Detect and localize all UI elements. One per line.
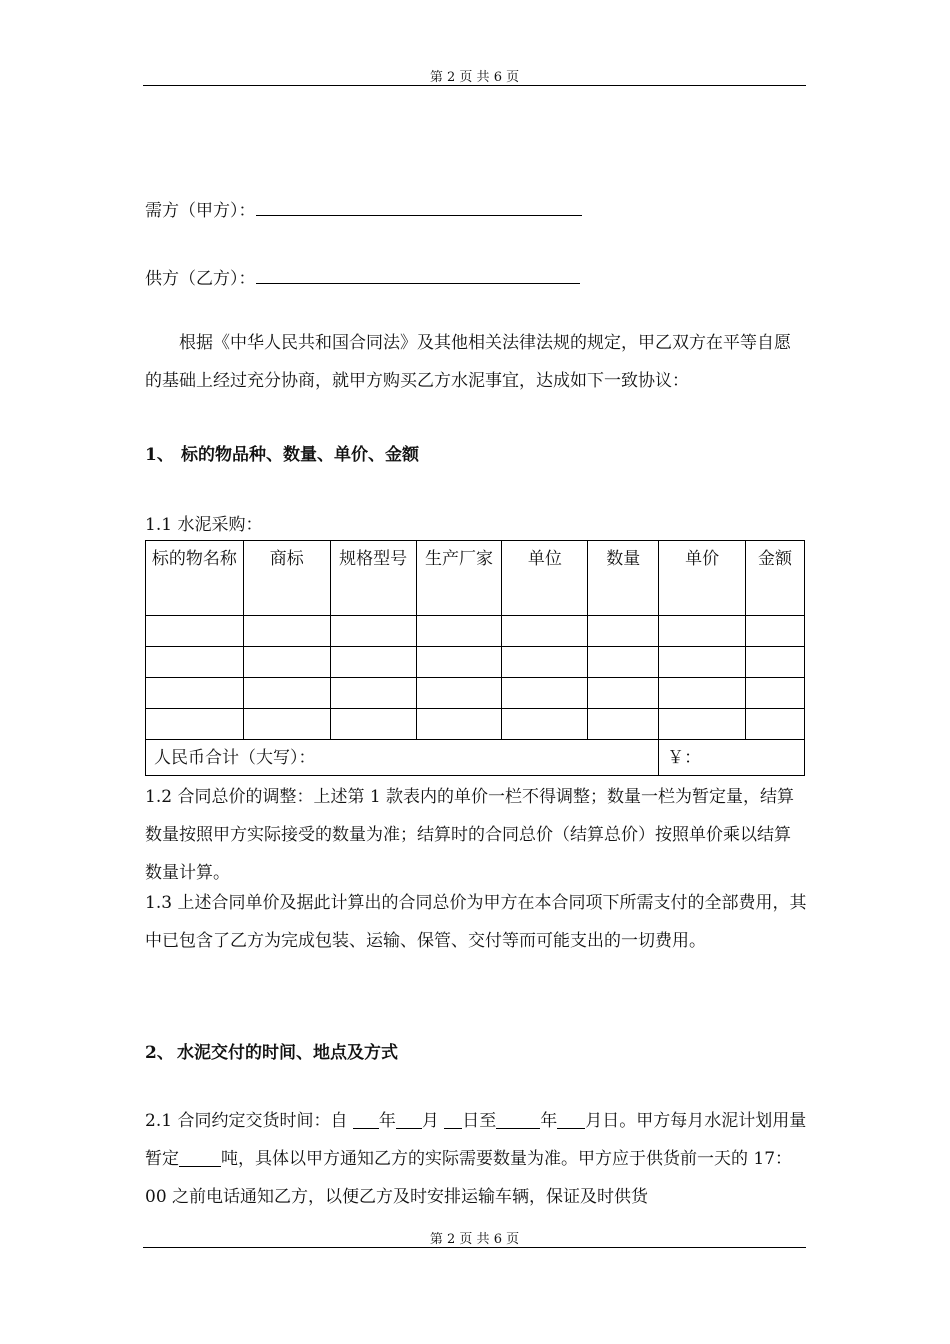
table-row <box>146 647 805 678</box>
table-header-cell: 商标 <box>243 541 330 616</box>
table-cell[interactable] <box>588 647 659 678</box>
table-header-row <box>146 541 805 616</box>
year-unit-end: 年 <box>540 1111 558 1131</box>
section2-heading <box>145 1038 398 1063</box>
table-cell[interactable] <box>416 678 502 709</box>
table-cell[interactable] <box>243 709 330 740</box>
year-blank-end[interactable] <box>496 1110 540 1129</box>
table-cell[interactable] <box>588 616 659 647</box>
table-header-cell: 规格型号 <box>330 541 416 616</box>
table-cell[interactable] <box>146 647 244 678</box>
seller-blank[interactable] <box>256 282 580 284</box>
table-row <box>146 709 805 740</box>
table-cell[interactable] <box>146 616 244 647</box>
year-blank-start[interactable] <box>353 1110 379 1129</box>
tonnage-blank[interactable] <box>179 1148 221 1167</box>
seller-label: 供方（乙方）： <box>145 269 256 289</box>
table-cell[interactable] <box>659 709 746 740</box>
table-row <box>146 616 805 647</box>
table-cell[interactable] <box>502 709 588 740</box>
table-cell[interactable] <box>330 647 416 678</box>
table-header-cell: 数量 <box>588 541 659 616</box>
table-header-cell: 单价 <box>659 541 746 616</box>
table-header-cell: 标的物名称 <box>146 541 244 616</box>
day-blank-start[interactable] <box>444 1110 462 1129</box>
total-label-cell[interactable]: 人民币合计（大写）： <box>146 740 659 776</box>
buyer-line <box>145 196 582 221</box>
table-cell[interactable] <box>243 678 330 709</box>
section2-title: 水泥交付的时间、地点及方式 <box>177 1043 398 1063</box>
table-cell[interactable] <box>330 709 416 740</box>
table-cell[interactable] <box>746 647 805 678</box>
table-cell[interactable] <box>588 709 659 740</box>
currency-cell[interactable]: ￥： <box>659 740 805 776</box>
section1-title: 标的物品种、数量、单价、金额 <box>181 445 419 465</box>
table-cell[interactable] <box>659 647 746 678</box>
clause-2-1-rest: 吨，具体以甲方通知乙方的实际需要数量为准。甲方应于供货前一天的 17：00 之前电话通知乙方，以便乙方及时安排运输车辆，保证及时供货 <box>145 1149 793 1207</box>
table-cell[interactable] <box>330 678 416 709</box>
table-cell[interactable] <box>416 709 502 740</box>
table-cell[interactable] <box>746 616 805 647</box>
seller-line <box>145 264 580 289</box>
cement-table <box>145 540 805 776</box>
table-cell[interactable] <box>502 616 588 647</box>
table-header-cell: 单位 <box>502 541 588 616</box>
table-cell[interactable] <box>746 678 805 709</box>
month-unit: 月 <box>421 1111 439 1131</box>
page-footer: 第 2 页 共 6 页 <box>429 1232 520 1247</box>
table-cell[interactable] <box>146 709 244 740</box>
sub1-title: 1.1 水泥采购： <box>145 515 263 535</box>
table-cell[interactable] <box>502 678 588 709</box>
table-row <box>146 678 805 709</box>
clause-2-1 <box>145 1102 807 1216</box>
table-cell[interactable] <box>502 647 588 678</box>
year-unit: 年 <box>378 1111 396 1131</box>
month-blank-start[interactable] <box>396 1110 422 1129</box>
day-unit: 日至 <box>462 1111 497 1131</box>
table-header-cell: 金额 <box>746 541 805 616</box>
buyer-blank[interactable] <box>256 214 582 216</box>
month-blank-end[interactable] <box>557 1110 585 1129</box>
table-cell[interactable] <box>659 616 746 647</box>
table-cell[interactable] <box>146 678 244 709</box>
clause-2-1-text: 2.1 合同约定交货时间：自 <box>145 1111 348 1131</box>
table-cell[interactable] <box>416 616 502 647</box>
clause-1-3: 1.3 上述合同单价及据此计算出的合同总价为甲方在本合同项下所需支付的全部费用，其中已包含了乙方为完成包装、运输、保管、交付等而可能支出的一切费用。 <box>145 893 807 951</box>
section1-number: 1、 <box>145 445 174 465</box>
section1-heading <box>145 440 419 465</box>
table-cell[interactable] <box>243 647 330 678</box>
buyer-label: 需方（甲方）： <box>145 201 256 221</box>
table-total-row <box>146 740 805 776</box>
table-header-cell: 生产厂家 <box>416 541 502 616</box>
table-cell[interactable] <box>746 709 805 740</box>
clause-1-2: 1.2 合同总价的调整：上述第 1 款表内的单价一栏不得调整；数量一栏为暂定量，结算数量按照甲方实际接受的数量为准；结算时的合同总价（结算总价）按照单价乘以结算数量计算。 <box>145 787 795 883</box>
clause-2-1-middle: 月日。甲方每月水泥计划用量暂定 <box>145 1111 807 1169</box>
header-divider <box>143 85 806 86</box>
section2-number: 2、 <box>145 1043 174 1063</box>
table-cell[interactable] <box>659 678 746 709</box>
table-cell[interactable] <box>588 678 659 709</box>
footer-divider <box>143 1247 806 1248</box>
intro-paragraph: 根据《中华人民共和国合同法》及其他相关法律法规的规定，甲乙双方在平等自愿的基础上经过充分协商，就甲方购买乙方水泥事宜，达成如下一致协议： <box>145 333 791 391</box>
table-cell[interactable] <box>330 616 416 647</box>
table-cell[interactable] <box>416 647 502 678</box>
page-header: 第 2 页 共 6 页 <box>429 70 520 85</box>
table-cell[interactable] <box>243 616 330 647</box>
